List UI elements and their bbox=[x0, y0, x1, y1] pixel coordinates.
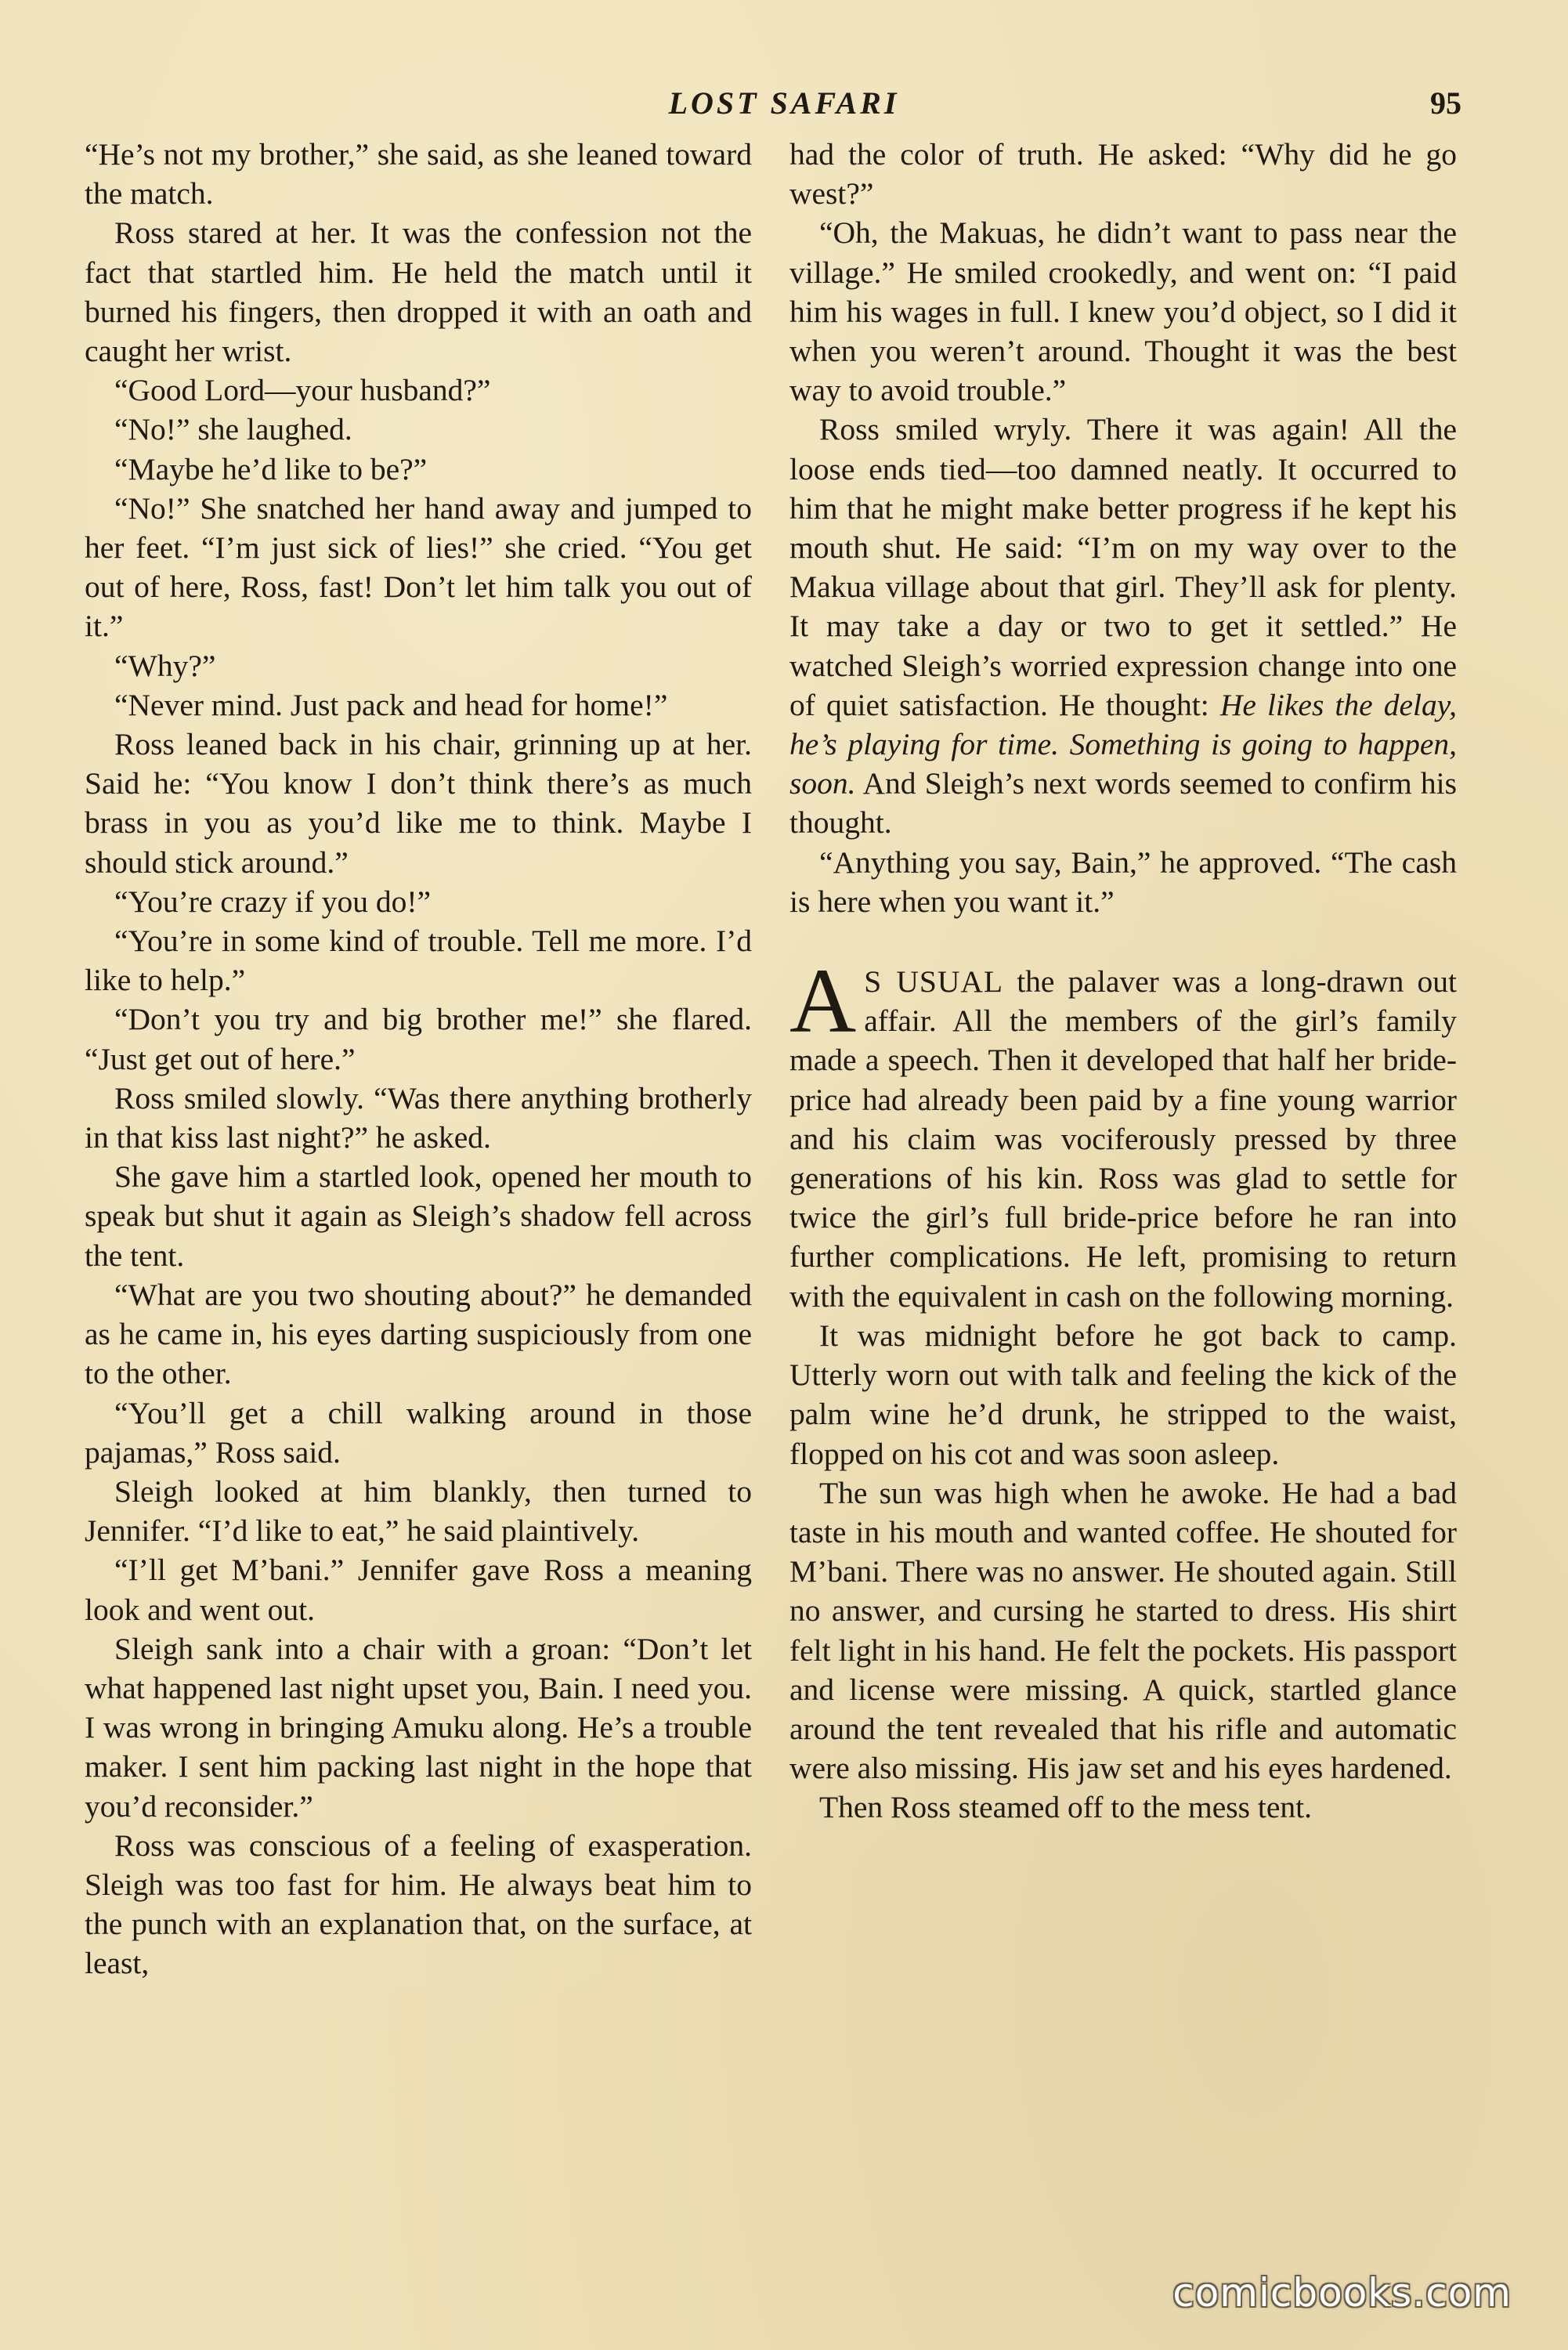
paragraph: Sleigh sank into a chair with a groan: “Don’t let what happened last night upset you, Bain. I need you. I was wrong in bringing Amuku along. He’s a trouble maker. I sent him packing last night in the hope that you’d reconsider.” bbox=[85, 1631, 752, 1824]
paragraph: Sleigh looked at him blankly, then turned to Jennifer. “I’d like to eat,” he said plaintively. bbox=[85, 1473, 752, 1549]
paragraph: had the color of truth. He asked: “Why did he go west?” bbox=[789, 137, 1457, 212]
paragraph: “You’re crazy if you do!” bbox=[114, 884, 432, 919]
paragraph: “You’ll get a chill walking around in those pajamas,” Ross said. bbox=[85, 1395, 752, 1470]
right-column bbox=[789, 135, 1457, 1828]
paragraph: “Why?” bbox=[114, 648, 216, 683]
drop-cap: A bbox=[789, 949, 857, 1053]
paragraph: “What are you two shouting about?” he demanded as he came in, his eyes darting suspiciously from one to the other. bbox=[85, 1277, 752, 1391]
paragraph: Ross leaned back in his chair, grinning up at her. Said he: “You know I don’t think there’s as much brass in you as you’d like me to think. Maybe I should stick around.” bbox=[85, 727, 752, 880]
paragraph: She gave him a startled look, opened her mouth to speak but shut it again as Sleigh’s shadow fell across the tent. bbox=[85, 1159, 752, 1273]
paragraph: “You’re in some kind of trouble. Tell me more. I’d like to help.” bbox=[85, 924, 752, 998]
paragraph: “No!” she laughed. bbox=[114, 412, 352, 447]
section-break bbox=[789, 921, 1457, 962]
paragraph-text: the palaver was a long-drawn out affair. All the members of the girl’s family made a speech. Then it developed that half her bride-price had already been paid by a fine young warrior and his claim was vociferously pressed by three generations of his kin. Ross was glad to settle for twice the girl’s full bride-price before he ran into further complications. He left, promising to return with the equivalent in cash on the following morning. bbox=[789, 964, 1457, 1314]
paragraph: “Don’t you try and big brother me!” she flared. “Just get out of here.” bbox=[85, 1002, 752, 1076]
section-opening-paragraph bbox=[789, 949, 1457, 1316]
paragraph: Ross smiled slowly. “Was there anything brotherly in that kiss last night?” he asked. bbox=[85, 1080, 752, 1155]
paragraph: Then Ross steamed off to the mess tent. bbox=[819, 1790, 1312, 1825]
paragraph: “He’s not my brother,” she said, as she leaned toward the match. bbox=[85, 137, 752, 212]
paragraph bbox=[789, 410, 1457, 842]
watermark: comicbooks.com bbox=[1172, 2270, 1512, 2316]
paragraph-text: And Sleigh’s next words seemed to confirm his thought. bbox=[789, 766, 1457, 841]
paragraph-text: Ross smiled wryly. There it was again! All the loose ends tied—too damned neatly. It occurred to him that he might make better progress if he kept his mouth shut. He said: “I’m on my way over to the Makua village about that girl. They’ll ask for plenty. It may take a day or two to get it settled.” He watched Sleigh’s worried expression change into one of quiet satisfaction. He thought: bbox=[789, 412, 1457, 722]
paragraph: “No!” She snatched her hand away and jumped to her feet. “I’m just sick of lies!” she cried. “You get out of here, Ross, fast! Don’t let him talk you out of it.” bbox=[85, 490, 752, 644]
paragraph: “Anything you say, Bain,” he approved. “The cash is here when you want it.” bbox=[789, 844, 1457, 919]
running-header-title: LOST SAFARI bbox=[668, 85, 900, 121]
page-number: 95 bbox=[1430, 85, 1461, 121]
paragraph: “Never mind. Just pack and head for home!” bbox=[114, 687, 668, 722]
paragraph: The sun was high when he awoke. He had a bad taste in his mouth and wanted coffee. He shouted for M’bani. There was no answer. He shouted again. Still no answer, and cursing he started to dress. His shirt felt light in his hand. He felt the pockets. His passport and license were missing. A quick, startled glance around the tent revealed that his rifle and automatic were also missing. His jaw set and his eyes hardened. bbox=[789, 1475, 1457, 1786]
paragraph: “Good Lord—your husband?” bbox=[114, 373, 491, 408]
paragraph: “I’ll get M’bani.” Jennifer gave Ross a meaning look and went out. bbox=[85, 1553, 752, 1627]
paragraph: Ross was conscious of a feeling of exasperation. Sleigh was too fast for him. He always beat him to the punch with an explanation that, on the surface, at least, bbox=[85, 1828, 752, 1981]
paragraph: It was midnight before he got back to camp. Utterly worn out with talk and feeling the kick of the palm wine he’d drunk, he stripped to the waist, flopped on his cot and was soon asleep. bbox=[789, 1318, 1457, 1471]
paragraph: “Maybe he’d like to be?” bbox=[114, 451, 428, 486]
italic-thought: He likes the delay, he’s playing for time. Something is going to happen, soon. bbox=[789, 687, 1457, 801]
paragraph: “Oh, the Makuas, he didn’t want to pass near the village.” He smiled crookedly, and went on: “I paid him his wages in full. I knew you’d object, so I did it when you weren’t around. Thought it was the best way to avoid trouble.” bbox=[789, 215, 1457, 408]
paragraph: Ross stared at her. It was the confession not the fact that startled him. He held the match until it burned his fingers, then dropped it with an oath and caught her wrist. bbox=[85, 215, 752, 369]
left-column bbox=[85, 135, 752, 1983]
opening-words: S USUAL bbox=[864, 964, 1004, 1000]
